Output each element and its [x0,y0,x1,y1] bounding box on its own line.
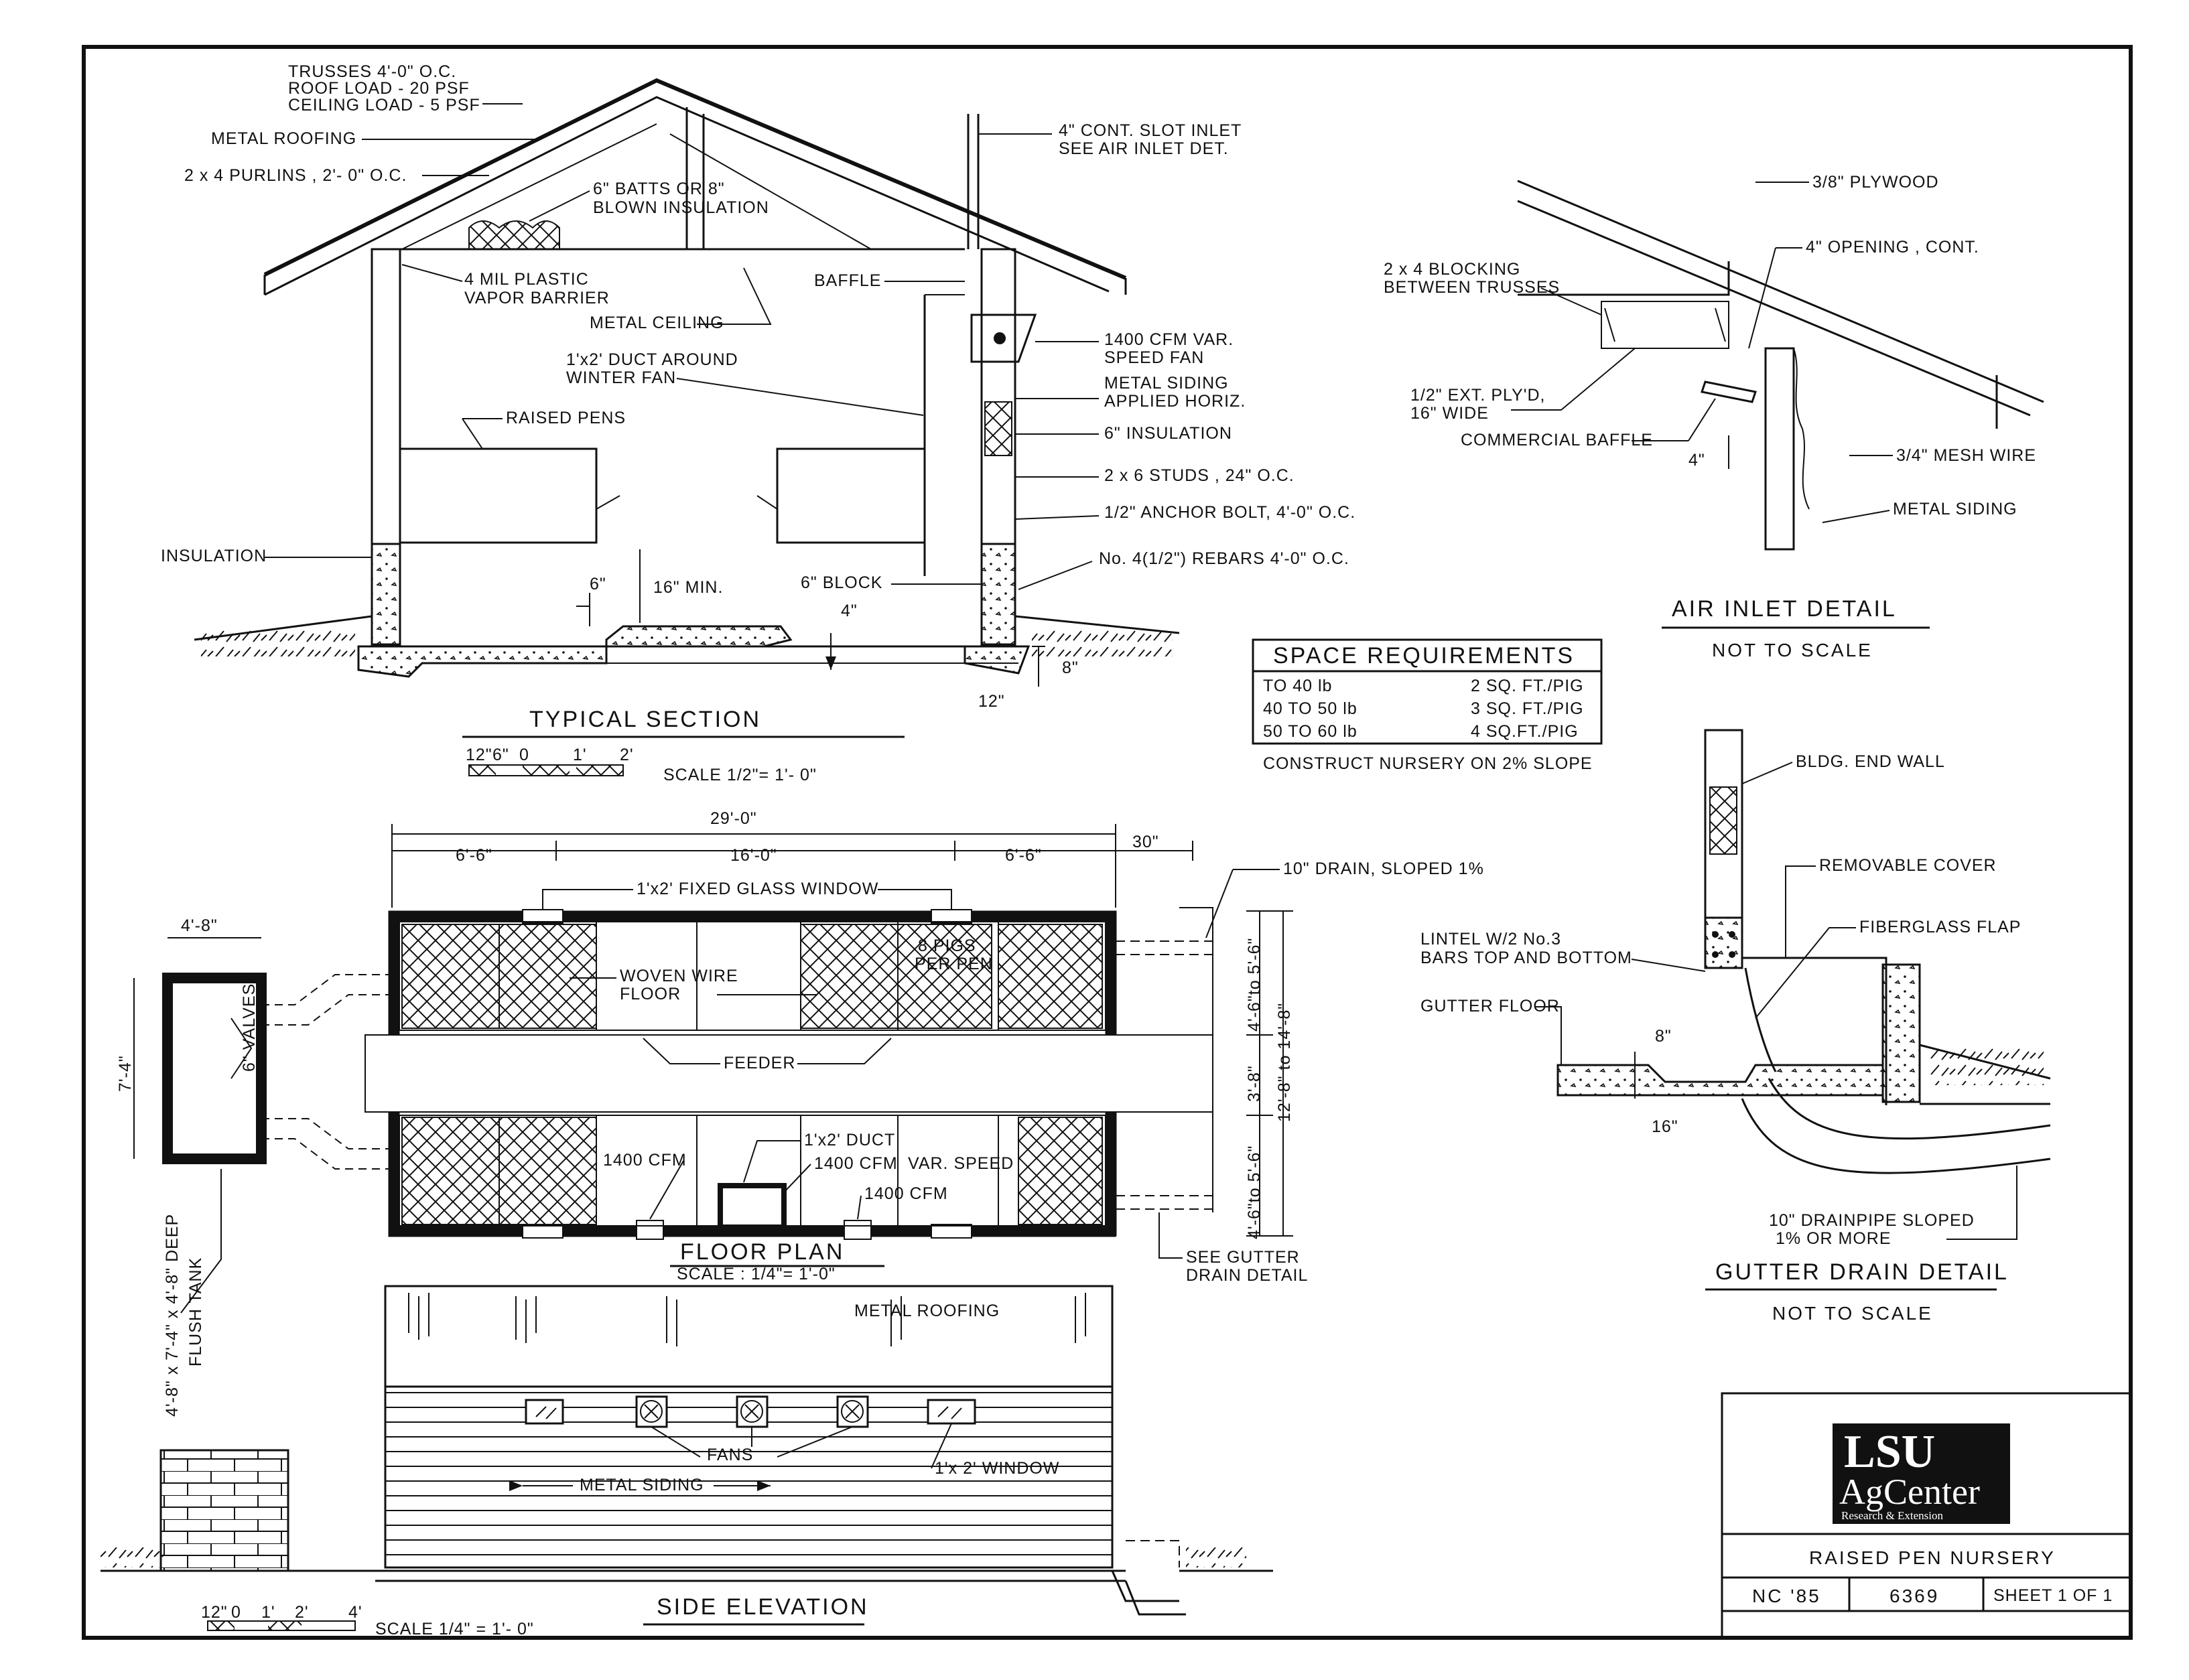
label-baffle: BAFFLE [814,271,882,290]
label-insulation: INSULATION [161,547,267,565]
dim-tank-h: 7'-4" [116,1055,135,1092]
elev-scale-tick-1: 0 [231,1603,241,1622]
label-end-wall: BLDG. END WALL [1796,752,1945,771]
gutter-drain-title: GUTTER DRAIN DETAIL [1715,1259,2009,1285]
logo-sub: AgCenter [1839,1472,1980,1512]
dim-ext: 30" [1132,833,1159,851]
lsu-agcenter-logo [1833,1423,2010,1524]
typical-section [161,62,1355,784]
label-batts-2: BLOWN INSULATION [593,198,769,217]
space-req-title: SPACE REQUIREMENTS [1273,643,1575,669]
side-elevation-title: SIDE ELEVATION [657,1594,869,1620]
floor-plan [116,809,1484,1417]
space-row-2-area: 4 SQ.FT./PIG [1471,722,1579,741]
label-elev-siding: METAL SIDING [580,1476,704,1494]
label-valves: 6" VALVES [240,983,259,1072]
pens-top [399,922,1106,1030]
label-cfm-var-2: VAR. SPEED [908,1154,1014,1173]
label-dim-4: 4" [841,602,858,620]
space-requirements-table [1253,640,1601,773]
label-dim-12: 12" [978,692,1005,711]
label-drain: 10" DRAIN, SLOPED 1% [1283,859,1484,878]
elev-scale-tick-4: 4' [348,1603,362,1622]
label-lintel-1: LINTEL W/2 No.3 [1420,930,1561,949]
scale-tick-3: 1' [573,746,587,764]
label-ext-1: 1/2" EXT. PLY'D, [1410,386,1546,405]
label-air-4: 4" [1688,451,1705,470]
elevation-window-left [526,1400,563,1423]
label-siding-1: METAL SIDING [1104,374,1229,393]
label-insulation-6: 6" INSULATION [1104,424,1232,443]
label-rebars: No. 4(1/2") REBARS 4'-0" O.C. [1099,549,1349,568]
label-cfm-right: 1400 CFM [864,1184,948,1203]
label-6-block: 6" BLOCK [801,573,883,592]
floor-plan-scale: SCALE : 1/4"= 1'-0" [677,1265,836,1283]
logo-main: LSU [1844,1426,1936,1478]
dim-upper: 4'-6"to 5'-6" [1245,937,1264,1032]
space-row-2-weight: 50 TO 60 lb [1263,722,1357,741]
brick-flush-tank [161,1450,288,1571]
space-row-0-weight: TO 40 lb [1263,677,1333,695]
elevation-fan-2 [737,1397,767,1427]
air-inlet-title: AIR INLET DETAIL [1672,596,1897,622]
label-16-min: 16" MIN. [653,578,724,597]
label-gutter-floor: GUTTER FLOOR [1420,997,1560,1016]
side-elevation-scale-bar [201,1603,362,1630]
label-fans: FANS [707,1446,754,1464]
air-inlet-detail [1384,173,2044,660]
label-comm-baffle: COMMERCIAL BAFFLE [1461,431,1653,449]
wall-insulation [985,402,1012,456]
label-duct: 1'x2' DUCT [804,1131,896,1149]
gutter-drain-detail [1420,730,2050,1324]
dim-center: 16'-0" [730,846,777,865]
label-pigs-1: 8 PIGS [918,936,976,955]
batts-insulation [469,221,559,249]
label-gutter-16: 16" [1652,1117,1678,1136]
space-row-0-area: 2 SQ. FT./PIG [1471,677,1584,695]
label-trusses-2: ROOF LOAD - 20 PSF [288,79,470,98]
dim-lower: 4'-6"to 5'-6" [1245,1145,1264,1239]
space-row-1-area: 3 SQ. FT./PIG [1471,699,1584,718]
label-blocking-2: BETWEEN TRUSSES [1384,278,1561,297]
label-lintel-2: BARS TOP AND BOTTOM [1420,949,1632,967]
scale-tick-4: 2' [620,746,634,764]
label-cfm-var-1: 1400 CFM [814,1154,898,1173]
label-gutter-8: 8" [1655,1027,1672,1046]
space-req-note: CONSTRUCT NURSERY ON 2% SLOPE [1263,754,1593,773]
dim-right: 6'-6" [1005,846,1042,865]
title-block [1722,1393,2131,1638]
dim-alley: 3'-8" [1245,1065,1264,1102]
floor-plan-title: FLOOR PLAN [680,1239,845,1265]
label-flush-tank-1: 4'-8" x 7'-4" x 4'-8" DEEP [163,1213,182,1417]
side-elevation [101,1286,1273,1638]
label-gutter-1: SEE GUTTER [1186,1248,1300,1267]
elevation-window-right [928,1400,975,1423]
label-plywood: 3/8" PLYWOOD [1812,173,1939,192]
dim-tank-w: 4'-8" [181,916,218,935]
label-trusses-1: TRUSSES 4'-0" O.C. [288,62,457,81]
scale-tick-1: 6" [492,746,509,764]
label-elev-roofing: METAL ROOFING [854,1302,1000,1320]
drawing-sheet: SHEET 1 OF 1 [1993,1586,2113,1605]
label-elev-window: 1'x 2' WINDOW [935,1459,1060,1478]
label-siding-2: APPLIED HORIZ. [1104,392,1246,411]
label-metal-ceiling: METAL CEILING [590,313,724,332]
label-duct-1: 1'x2' DUCT AROUND [566,350,738,369]
label-duct-2: WINTER FAN [566,368,677,387]
dim-left: 6'-6" [456,846,492,865]
label-metal-roofing: METAL ROOFING [211,129,357,148]
label-anchor: 1/2" ANCHOR BOLT, 4'-0" O.C. [1104,503,1356,522]
typical-section-scale: SCALE 1/2"= 1'- 0" [663,766,817,784]
elev-scale-tick-3: 2' [295,1603,309,1622]
drawing-number: 6369 [1889,1586,1940,1606]
dim-total: 12'-8" to 14'-8" [1275,1002,1294,1122]
scale-tick-0: 12" [466,746,492,764]
logo-tag: Research & Extension [1841,1509,1944,1522]
space-row-1-weight: 40 TO 50 lb [1263,699,1357,718]
typical-section-scale-bar [466,746,634,776]
label-feeder: FEEDER [724,1054,796,1072]
label-air-siding: METAL SIDING [1893,500,2017,518]
elev-scale-tick-2: 1' [261,1603,275,1622]
elevation-fan-3 [838,1397,868,1427]
label-vapor-2: VAPOR BARRIER [464,289,610,307]
label-slot-1: 4" CONT. SLOT INLET [1059,121,1242,140]
side-elevation-scale: SCALE 1/4" = 1'- 0" [375,1620,534,1638]
drawing-code: NC '85 [1752,1586,1821,1606]
label-fan-1: 1400 CFM VAR. [1104,330,1234,349]
label-mesh-wire: 3/4" MESH WIRE [1896,446,2037,465]
label-batts-1: 6" BATTS OR 8" [593,180,725,198]
drawing-title: RAISED PEN NURSERY [1809,1547,2056,1568]
scale-tick-2: 0 [519,746,529,764]
dim-overall: 29'-0" [710,809,757,828]
label-opening: 4" OPENING , CONT. [1806,238,1979,257]
label-drainpipe-2: 1% OR MORE [1776,1229,1892,1248]
label-raised-pens: RAISED PENS [506,409,626,427]
label-trusses-3: CEILING LOAD - 5 PSF [288,96,480,115]
label-slot-2: SEE AIR INLET DET. [1059,139,1229,158]
label-flush-tank-2: FLUSH TANK [186,1257,205,1367]
label-removable-cover: REMOVABLE COVER [1819,856,1997,875]
label-fixed-window: 1'x2' FIXED GLASS WINDOW [637,880,879,898]
label-drainpipe-1: 10" DRAINPIPE SLOPED [1769,1211,1975,1230]
label-ext-2: 16" WIDE [1410,404,1489,423]
label-purlins: 2 x 4 PURLINS , 2'- 0" O.C. [184,166,407,185]
gutter-drain-note: NOT TO SCALE [1772,1303,1933,1324]
label-vapor-1: 4 MIL PLASTIC [464,270,589,289]
label-studs: 2 x 6 STUDS , 24" O.C. [1104,466,1295,485]
elev-scale-tick-0: 12" [201,1603,228,1622]
label-blocking-1: 2 x 4 BLOCKING [1384,260,1521,279]
label-woven-1: WOVEN WIRE [620,967,738,985]
elevation-fan-1 [637,1397,667,1427]
label-cfm-left: 1400 CFM [603,1151,687,1170]
end-wall-insulation [1710,787,1737,854]
label-woven-2: FLOOR [620,985,681,1003]
label-fiberglass-flap: FIBERGLASS FLAP [1859,918,2021,936]
air-inlet-note: NOT TO SCALE [1712,640,1873,660]
label-gutter-2: DRAIN DETAIL [1186,1266,1309,1285]
typical-section-title: TYPICAL SECTION [529,707,762,732]
label-dim-6: 6" [590,575,606,593]
label-dim-8: 8" [1062,658,1079,677]
label-fan-2: SPEED FAN [1104,348,1205,367]
label-pigs-2: PER PEN [915,955,993,973]
